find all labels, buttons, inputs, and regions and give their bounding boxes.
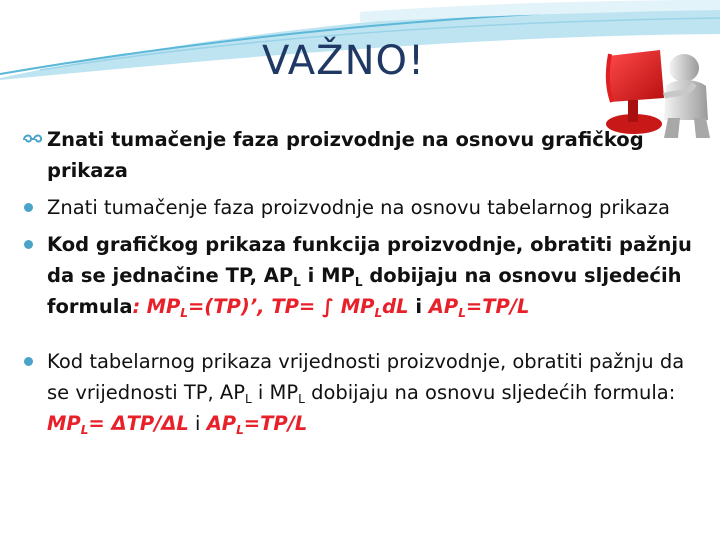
bullet-dot-icon bbox=[24, 240, 33, 249]
page-title: VAŽNO! bbox=[262, 38, 426, 84]
bullet-dot-icon bbox=[24, 203, 33, 212]
formula: $AP_L=TP/L$ bbox=[206, 412, 308, 438]
formula: $AP_L=TP/L$ bbox=[428, 295, 530, 321]
bullet-item bbox=[20, 229, 700, 322]
bullet-item bbox=[20, 124, 700, 186]
bullet-text: Kod grafičkog prikaza funkcija proizvodnje, obratiti pažnju da se jednačine TP, $AP_L$ i $MP_L$ dobijaju na osnovu sljedećih formula: $MP_L=(TP)$’, TP= ∫ $MP_LdL$ i $AP_L=TP/L$ bbox=[47, 233, 692, 321]
bullet-text: Znati tumačenje faza proizvodnje na osnovu grafičkog prikaza bbox=[47, 128, 644, 182]
formula: $MP_L=(TP)$’, TP= ∫ $MP_LdL$ bbox=[146, 295, 409, 321]
bullet-item bbox=[20, 192, 700, 223]
formula: $MP_L= \Delta TP/\Delta L$ bbox=[47, 412, 189, 438]
bullet-text: Kod tabelarnog prikaza vrijednosti proizvodnje, obratiti pažnju da se vrijednosti TP, $AP_L$ i $MP_L$ dobijaju na osnovu sljedećih formula: $MP_L= \Delta TP/\Delta L$ i $AP_L=TP/L$ bbox=[47, 350, 685, 438]
bullet-list bbox=[20, 124, 700, 439]
swirl-bullet-icon bbox=[22, 132, 46, 146]
bullet-text: Znati tumačenje faza proizvodnje na osnovu tabelarnog prikaza bbox=[47, 196, 670, 219]
bullet-dot-icon bbox=[24, 357, 33, 366]
bullet-item bbox=[20, 346, 700, 439]
